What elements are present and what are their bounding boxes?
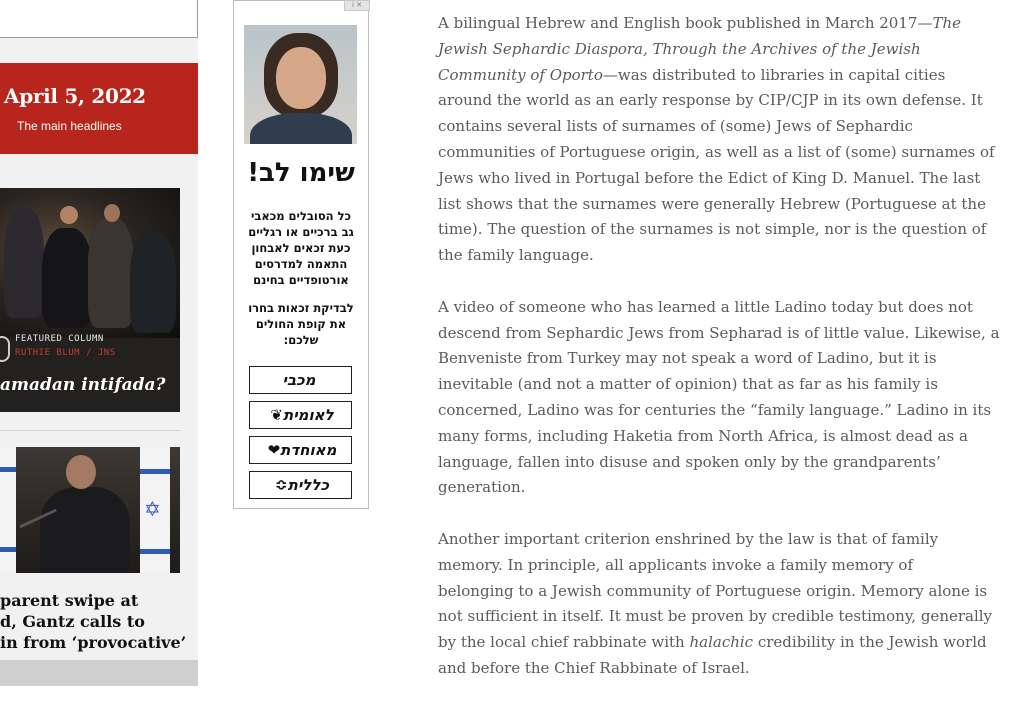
text-line: Jews who lived in Portugal before the Edict of King D. Manuel. The last	[438, 168, 981, 187]
text-line: belonging to a Jewish community of Portuguese origin. Memory alone is	[438, 581, 988, 600]
clalit-logo-icon: ≎	[275, 476, 288, 494]
text-line: by the local chief rabbinate with	[438, 633, 690, 652]
search-input[interactable]	[0, 0, 198, 38]
featured-column-author[interactable]: RUTHIE BLUM / JNS	[15, 348, 116, 358]
text-line: Another important criterion enshrined by the law is that of family	[438, 529, 939, 548]
text-line: language, fallen into disuse and spoken only by the grandparents’	[438, 452, 941, 471]
text-line: generation.	[438, 478, 526, 497]
text-line: credibility in the Jewish world	[753, 633, 987, 652]
sidebar-divider	[0, 430, 180, 431]
featured-column-headline[interactable]: amadan intifada?	[0, 375, 166, 395]
book-title-italic: The	[932, 14, 961, 32]
sidebar-next-card	[0, 660, 198, 686]
news-story-photo[interactable]	[0, 447, 180, 573]
ad-body-line: התאמה למדרסים	[254, 257, 348, 271]
text-line: A bilingual Hebrew and English book published in March 2017—	[438, 14, 933, 32]
button-label: מאוחדת	[280, 441, 337, 459]
text-line: Benveniste from Turkey may not speak a word of Ladino, but it is	[438, 349, 937, 368]
book-title-italic: Community of Oporto	[438, 65, 603, 84]
text-line: A video of someone who has learned a little Ladino today but does not	[438, 297, 973, 316]
article-body	[438, 11, 1000, 708]
text-line: and before the Chief Rabbinate of Israel.	[438, 658, 750, 677]
ad-title: שימו לב!	[247, 158, 355, 188]
ad-body-line: כל הסובלים מכאבי	[250, 209, 352, 223]
text-line: concerned, Ladino was for centuries the “family language.” Ladino in its	[438, 400, 992, 419]
article-paragraph	[438, 11, 995, 269]
ad-body-line: גב ברכיים או רגליים	[248, 225, 354, 239]
headline-line[interactable]: d, Gantz calls to	[0, 612, 145, 631]
ad-choices-close-icon[interactable]: i ✕	[344, 0, 370, 11]
ad-body-line: את קופת החולים	[255, 317, 347, 331]
featured-column-photo	[0, 188, 180, 338]
date-heading[interactable]: April 5, 2022	[4, 84, 146, 108]
ad-instruction-text	[240, 300, 362, 348]
button-label: כללית	[287, 476, 329, 494]
headline-line[interactable]: parent swipe at	[0, 591, 139, 610]
ad-body-text	[240, 208, 362, 288]
featured-column-label: FEATURED COLUMN	[15, 334, 104, 344]
date-subtitle[interactable]: The main headlines	[17, 119, 122, 133]
ad-body-line: שלכם:	[283, 333, 319, 347]
ad-body-line: אורטופדיים בחינם	[253, 273, 349, 287]
meuhedet-button[interactable]	[249, 436, 352, 464]
text-line: inevitable (and not a matter of opinion) that as far as his family is	[438, 375, 938, 394]
button-label: מכבי	[282, 371, 316, 389]
ad-body-line: לבדיקת זכאות בחרו	[248, 301, 354, 315]
headline-line[interactable]: in from ‘provocative’	[0, 633, 187, 652]
text-line: the family language.	[438, 246, 594, 265]
text-line: contains several lists of surnames of (some) Jews of Sephardic	[438, 117, 913, 136]
israel-flag-icon: ✡	[140, 447, 170, 573]
text-line: not sufficient in itself. It must be proven by credible testimony, generally	[438, 607, 993, 626]
text-line: —was distributed to libraries in capital cities	[602, 65, 946, 84]
text-line: many forms, including Haketia from North Africa, is almost dead as a	[438, 426, 968, 445]
maccabi-button[interactable]	[249, 366, 352, 394]
button-label: לאומית	[282, 406, 334, 424]
text-line: communities of Portuguese origin, as well as a list of (some) surnames of	[438, 142, 995, 161]
text-line: time). The question of the surnames is not simple, nor is the question of	[438, 220, 987, 239]
article-paragraph	[438, 295, 1000, 501]
leumit-button[interactable]	[249, 401, 352, 429]
text-line: memory. In principle, all applicants invoke a family memory of	[438, 555, 913, 574]
text-line: descend from Sephardic Jews from Sepharad is of little value. Likewise, a	[438, 323, 1000, 342]
clalit-button[interactable]	[249, 471, 352, 499]
text-line: around the world as an early response by CIP/CJP in its own defense. It	[438, 91, 983, 110]
leumit-logo-icon: ❦	[270, 406, 283, 424]
text-line: list shows that the surnames were generally Hebrew (Portuguese at the	[438, 194, 986, 213]
date-panel[interactable]	[0, 63, 198, 154]
book-title-italic: Jewish Sephardic Diaspora, Through the Archives of the Jewish	[438, 39, 921, 58]
news-story-headline[interactable]	[0, 590, 198, 653]
ad-photo[interactable]	[244, 25, 357, 144]
meuhedet-logo-icon: ❤	[267, 441, 281, 459]
israel-flag-icon	[0, 447, 16, 573]
author-avatar-icon	[0, 336, 10, 362]
halachic-italic: halachic	[689, 633, 754, 652]
ad-body-line: כעת זכאים לאבחון	[251, 241, 351, 255]
article-paragraph	[438, 527, 993, 682]
